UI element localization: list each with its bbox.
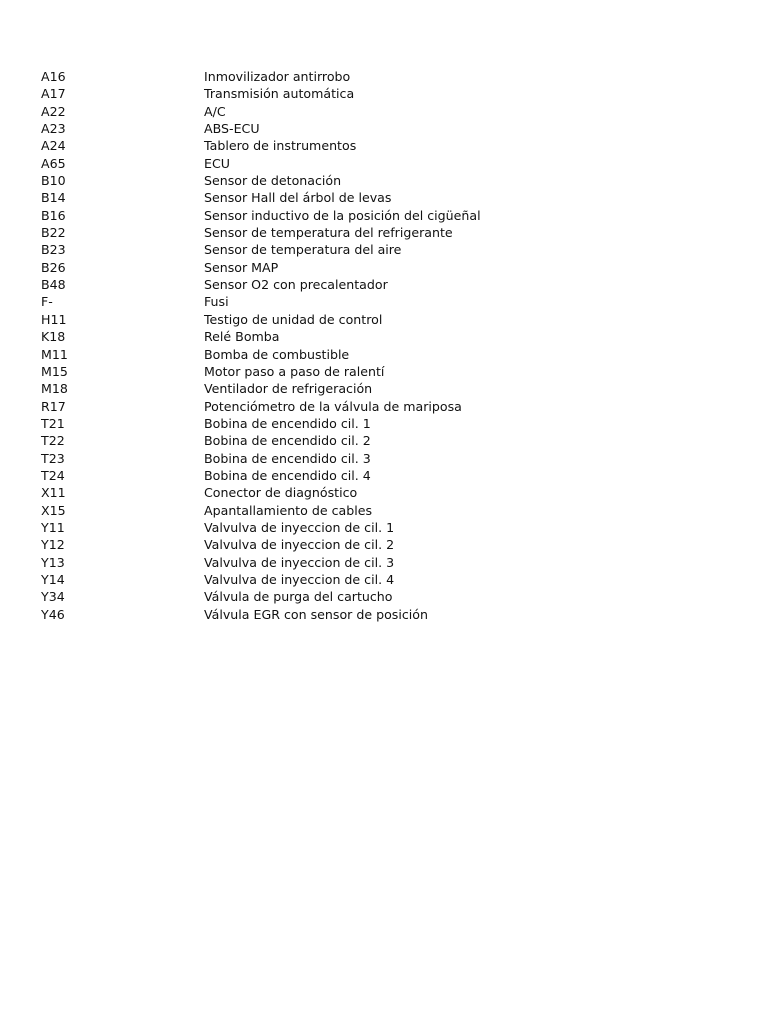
legend-row bbox=[41, 68, 721, 85]
legend-row bbox=[41, 554, 721, 571]
component-code: T24 bbox=[41, 467, 65, 483]
component-description: Motor paso a paso de ralentí bbox=[204, 363, 385, 379]
legend-row bbox=[41, 85, 721, 102]
legend-row bbox=[41, 172, 721, 189]
component-description: Potenciómetro de la válvula de mariposa bbox=[204, 398, 462, 414]
legend-row bbox=[41, 467, 721, 484]
component-description: Inmovilizador antirrobo bbox=[204, 69, 351, 84]
component-code: R17 bbox=[41, 398, 66, 414]
component-description: Sensor O2 con precalentador bbox=[204, 277, 388, 293]
component-code: A24 bbox=[41, 138, 66, 154]
component-description: Sensor de detonación bbox=[204, 173, 342, 189]
component-description: Válvula EGR con sensor de posición bbox=[204, 606, 428, 622]
legend-row bbox=[41, 259, 721, 276]
legend-row bbox=[41, 103, 721, 120]
component-description: Valvulva de inyeccion de cil. 2 bbox=[204, 537, 395, 553]
component-description: Válvula de purga del cartucho bbox=[204, 589, 393, 605]
component-code: M18 bbox=[41, 381, 68, 397]
legend-row bbox=[41, 155, 721, 172]
legend-row bbox=[41, 415, 721, 432]
component-code: T21 bbox=[41, 415, 65, 431]
component-code: X11 bbox=[41, 485, 66, 501]
component-code: B22 bbox=[41, 225, 66, 241]
component-code: H11 bbox=[41, 311, 67, 327]
component-description: Sensor de temperatura del refrigerante bbox=[204, 225, 453, 241]
component-code: M15 bbox=[41, 363, 68, 379]
component-description: Sensor MAP bbox=[204, 259, 279, 275]
legend-row bbox=[41, 484, 721, 501]
component-code: B48 bbox=[41, 277, 66, 293]
component-description: Bobina de encendido cil. 3 bbox=[204, 450, 371, 466]
component-code: Y14 bbox=[41, 571, 65, 587]
legend-row bbox=[41, 536, 721, 553]
component-code: T23 bbox=[41, 450, 65, 466]
component-code: B26 bbox=[41, 259, 66, 275]
component-code: K18 bbox=[41, 329, 66, 345]
legend-row bbox=[41, 137, 721, 154]
legend-row bbox=[41, 311, 721, 328]
component-description: ECU bbox=[204, 155, 230, 171]
component-code: A65 bbox=[41, 155, 66, 171]
component-description: Sensor de temperatura del aire bbox=[204, 242, 402, 258]
component-description: Testigo de unidad de control bbox=[204, 311, 383, 327]
legend-row bbox=[41, 224, 721, 241]
legend-row bbox=[41, 606, 721, 623]
component-description: Transmisión automática bbox=[204, 86, 355, 102]
legend-row bbox=[41, 328, 721, 345]
component-code: Y13 bbox=[41, 554, 65, 570]
component-code: A16 bbox=[41, 69, 66, 84]
component-code: B14 bbox=[41, 190, 66, 206]
legend-row bbox=[41, 502, 721, 519]
component-description: A/C bbox=[204, 103, 226, 119]
component-description: Bobina de encendido cil. 1 bbox=[204, 415, 371, 431]
component-description: Fusi bbox=[204, 294, 229, 310]
component-code: Y12 bbox=[41, 537, 65, 553]
component-code: Y46 bbox=[41, 606, 65, 622]
component-description: Sensor inductivo de la posición del cigüeñal bbox=[204, 207, 481, 223]
legend-row bbox=[41, 588, 721, 605]
legend-row bbox=[41, 120, 721, 137]
legend-row bbox=[41, 207, 721, 224]
component-legend-table bbox=[41, 68, 721, 623]
legend-row bbox=[41, 519, 721, 536]
component-description: Sensor Hall del árbol de levas bbox=[204, 190, 392, 206]
component-code: B16 bbox=[41, 207, 66, 223]
component-description: Bomba de combustible bbox=[204, 346, 350, 362]
legend-row bbox=[41, 241, 721, 258]
component-code: M11 bbox=[41, 346, 68, 362]
component-description: Valvulva de inyeccion de cil. 1 bbox=[204, 519, 395, 535]
component-code: A22 bbox=[41, 103, 66, 119]
component-code: X15 bbox=[41, 502, 66, 518]
component-code: B10 bbox=[41, 173, 66, 189]
legend-row bbox=[41, 346, 721, 363]
legend-row bbox=[41, 363, 721, 380]
component-description: Bobina de encendido cil. 2 bbox=[204, 433, 371, 449]
component-description: Conector de diagnóstico bbox=[204, 485, 358, 501]
legend-row bbox=[41, 450, 721, 467]
component-description: ABS-ECU bbox=[204, 121, 260, 137]
component-code: Y34 bbox=[41, 589, 65, 605]
legend-row bbox=[41, 398, 721, 415]
component-description: Bobina de encendido cil. 4 bbox=[204, 467, 371, 483]
component-code: B23 bbox=[41, 242, 66, 258]
legend-row bbox=[41, 276, 721, 293]
component-description: Relé Bomba bbox=[204, 329, 280, 345]
component-code: Y11 bbox=[41, 519, 65, 535]
component-code: A23 bbox=[41, 121, 66, 137]
component-code: A17 bbox=[41, 86, 66, 102]
component-description: Valvulva de inyeccion de cil. 4 bbox=[204, 571, 395, 587]
legend-row bbox=[41, 189, 721, 206]
legend-row bbox=[41, 380, 721, 397]
component-code: T22 bbox=[41, 433, 65, 449]
component-description: Ventilador de refrigeración bbox=[204, 381, 373, 397]
component-code: F- bbox=[41, 294, 53, 310]
legend-row bbox=[41, 293, 721, 310]
component-description: Tablero de instrumentos bbox=[204, 138, 357, 154]
legend-row bbox=[41, 432, 721, 449]
legend-row bbox=[41, 571, 721, 588]
component-description: Valvulva de inyeccion de cil. 3 bbox=[204, 554, 395, 570]
component-description: Apantallamiento de cables bbox=[204, 502, 373, 518]
